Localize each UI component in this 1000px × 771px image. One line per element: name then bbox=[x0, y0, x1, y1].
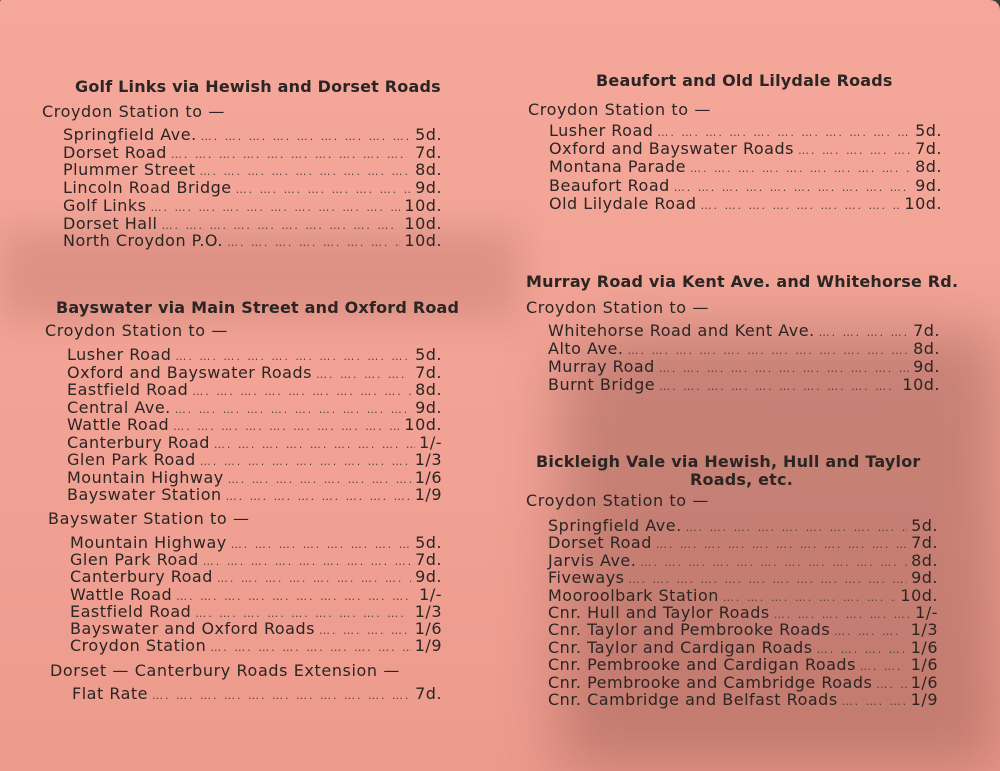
stop-name: Lusher Road bbox=[549, 121, 654, 140]
stop-name: Dorset Road bbox=[63, 142, 167, 162]
fare-price: 10d. bbox=[404, 231, 442, 251]
stop-name: Montana Parade bbox=[549, 157, 686, 177]
dot-leader bbox=[842, 693, 907, 710]
fare-price: 7d. bbox=[415, 362, 442, 382]
stop-name: Oxford and Bayswater Roads bbox=[67, 362, 312, 382]
fare-price: 5d. bbox=[415, 125, 442, 144]
dot-leader bbox=[201, 128, 411, 145]
fare-price: 1/6 bbox=[414, 619, 442, 638]
section-heading-beaufort: Beaufort and Old Lilydale Roads bbox=[596, 71, 893, 90]
stop-name: Oxford and Bayswater Roads bbox=[549, 139, 794, 159]
fare-price: 7d. bbox=[415, 142, 442, 162]
dot-leader bbox=[200, 453, 411, 470]
fare-price: 7d. bbox=[415, 684, 442, 703]
fare-price: 5d. bbox=[915, 121, 942, 140]
stop-name: Springfield Ave. bbox=[548, 516, 682, 535]
dot-leader bbox=[175, 401, 411, 418]
fare-row bbox=[63, 232, 442, 251]
fare-price: 9d. bbox=[415, 397, 442, 417]
stop-name: Mooroolbark Station bbox=[548, 585, 719, 605]
stop-name: Glen Park Road bbox=[67, 450, 196, 469]
dot-leader bbox=[659, 378, 898, 395]
fare-price: 5d. bbox=[911, 516, 938, 535]
stop-name: Central Ave. bbox=[67, 397, 171, 417]
fare-price: 8d. bbox=[415, 380, 442, 399]
stop-name: Canterbury Road bbox=[67, 432, 210, 452]
dot-leader bbox=[819, 324, 909, 341]
fare-price: 1/9 bbox=[414, 636, 442, 656]
section-heading-murray: Murray Road via Kent Ave. and Whitehorse Rd. bbox=[526, 272, 959, 291]
stop-name: Jarvis Ave. bbox=[548, 550, 637, 570]
fare-price: 1/3 bbox=[910, 620, 938, 640]
fare-price: 10d. bbox=[900, 585, 938, 605]
stop-name: Whitehorse Road and Kent Ave. bbox=[548, 321, 815, 340]
stop-name: Canterbury Road bbox=[70, 567, 213, 587]
fare-price: 8d. bbox=[415, 160, 442, 180]
stop-name: Springfield Ave. bbox=[63, 125, 197, 144]
stop-name: Alto Ave. bbox=[548, 339, 624, 358]
fare-price: 10d. bbox=[404, 213, 442, 233]
dot-leader bbox=[798, 142, 911, 159]
stop-name: Golf Links bbox=[63, 195, 147, 215]
dot-leader bbox=[227, 234, 400, 251]
extension-note: Dorset — Canterbury Roads Extension — bbox=[50, 661, 400, 680]
dot-leader bbox=[701, 197, 901, 214]
stop-name: Old Lilydale Road bbox=[549, 193, 697, 213]
dot-leader bbox=[192, 383, 411, 400]
dot-leader bbox=[690, 160, 911, 177]
stop-name: Glen Park Road bbox=[70, 550, 199, 570]
stop-name: Mountain Highway bbox=[70, 533, 227, 552]
stop-name: Murray Road bbox=[548, 357, 655, 376]
route-origin: Croydon Station to — bbox=[528, 100, 711, 119]
stop-name: Bayswater and Oxford Roads bbox=[70, 619, 315, 638]
fare-price: 1/- bbox=[915, 603, 938, 622]
fare-price: 1/3 bbox=[414, 601, 442, 621]
fare-price: 1/6 bbox=[910, 655, 938, 675]
fare-price: 7d. bbox=[915, 139, 942, 159]
section-heading-bayswater: Bayswater via Main Street and Oxford Road bbox=[56, 298, 460, 317]
dot-leader bbox=[228, 471, 411, 488]
stop-name: Croydon Station bbox=[70, 636, 207, 656]
dot-leader bbox=[150, 199, 400, 216]
dot-leader bbox=[627, 342, 909, 359]
fare-price: 7d. bbox=[911, 533, 938, 553]
fare-row bbox=[549, 195, 942, 214]
stop-name: Eastfield Road bbox=[70, 601, 192, 621]
dot-leader bbox=[214, 436, 415, 453]
fare-price: 1/3 bbox=[414, 450, 442, 469]
fare-price: 1/- bbox=[419, 584, 442, 604]
stop-name: Mountain Highway bbox=[67, 467, 224, 487]
section-heading-golf-links: Golf Links via Hewish and Dorset Roads bbox=[75, 77, 441, 96]
stop-name: North Croydon P.O. bbox=[63, 231, 223, 251]
stop-name: Cnr. Pembrooke and Cardigan Roads bbox=[548, 655, 856, 675]
stop-name: Bayswater Station bbox=[67, 485, 222, 504]
fare-row bbox=[70, 637, 442, 656]
stop-name: Cnr. Pembrooke and Cambridge Roads bbox=[548, 672, 873, 692]
stop-name: Lincoln Road Bridge bbox=[63, 178, 232, 198]
fare-row bbox=[67, 486, 442, 505]
fare-price: 10d. bbox=[404, 195, 442, 215]
fare-row bbox=[548, 376, 940, 395]
dot-leader bbox=[236, 181, 411, 198]
fare-price: 5d. bbox=[415, 533, 442, 552]
fare-price: 7d. bbox=[415, 550, 442, 570]
fare-price: 8d. bbox=[913, 339, 940, 358]
section-heading-bickleigh-cont: Roads, etc. bbox=[690, 470, 793, 489]
dot-leader bbox=[316, 366, 411, 383]
section-heading-bickleigh: Bickleigh Vale via Hewish, Hull and Taylor bbox=[536, 452, 921, 471]
stop-name: Cnr. Taylor and Cardigan Roads bbox=[548, 637, 813, 657]
stop-name: Cnr. Taylor and Pembrooke Roads bbox=[548, 620, 831, 640]
route-origin: Croydon Station to — bbox=[526, 298, 709, 317]
stop-name: Cnr. Hull and Taylor Roads bbox=[548, 603, 770, 622]
fare-price: 7d. bbox=[913, 321, 940, 340]
fare-row bbox=[549, 122, 942, 141]
fare-row bbox=[72, 685, 442, 704]
fare-price: 9d. bbox=[915, 175, 942, 195]
route-origin: Croydon Station to — bbox=[45, 321, 228, 340]
dot-leader bbox=[674, 179, 911, 196]
fare-price: 1/6 bbox=[414, 467, 442, 487]
dot-leader bbox=[226, 488, 411, 505]
fare-row bbox=[63, 197, 442, 216]
stop-name: Beaufort Road bbox=[549, 175, 670, 195]
fare-price: 1/- bbox=[419, 432, 442, 452]
fare-price: 10d. bbox=[902, 375, 940, 394]
dot-leader bbox=[210, 639, 411, 656]
fare-price: 1/9 bbox=[414, 485, 442, 504]
fare-price: 8d. bbox=[915, 157, 942, 177]
stop-name: Dorset Road bbox=[548, 533, 652, 553]
route-origin: Croydon Station to — bbox=[42, 102, 225, 121]
fare-price: 8d. bbox=[911, 550, 938, 570]
stop-name: Dorset Hall bbox=[63, 213, 158, 233]
stop-name: Plummer Street bbox=[63, 160, 196, 180]
fare-price: 9d. bbox=[415, 178, 442, 198]
fare-row bbox=[549, 140, 942, 159]
fare-price: 9d. bbox=[913, 357, 940, 376]
stop-name: Wattle Road bbox=[67, 415, 170, 434]
stop-name: Cnr. Cambridge and Belfast Roads bbox=[548, 690, 838, 709]
fare-price: 5d. bbox=[415, 345, 442, 364]
fare-price: 9d. bbox=[415, 567, 442, 587]
fare-price: 9d. bbox=[911, 568, 938, 588]
fare-price: 1/6 bbox=[910, 637, 938, 657]
fare-row bbox=[548, 691, 938, 710]
dot-leader bbox=[171, 146, 411, 163]
route-origin: Bayswater Station to — bbox=[48, 509, 250, 528]
fare-row bbox=[549, 158, 942, 177]
stop-name: Burnt Bridge bbox=[548, 375, 656, 394]
fare-price: 1/6 bbox=[910, 672, 938, 692]
stop-name: Wattle Road bbox=[70, 584, 173, 604]
fare-price: 1/9 bbox=[910, 690, 938, 709]
fare-row bbox=[549, 177, 942, 196]
stop-name: Flat Rate bbox=[72, 684, 148, 703]
dot-leader bbox=[152, 687, 411, 704]
route-origin: Croydon Station to — bbox=[526, 491, 709, 510]
stop-name: Eastfield Road bbox=[67, 380, 189, 399]
stop-name: Lusher Road bbox=[67, 345, 172, 364]
stop-name: Fiveways bbox=[548, 568, 625, 588]
dot-leader bbox=[659, 360, 909, 377]
fare-price: 10d. bbox=[904, 193, 942, 213]
fare-price: 10d. bbox=[404, 415, 442, 434]
